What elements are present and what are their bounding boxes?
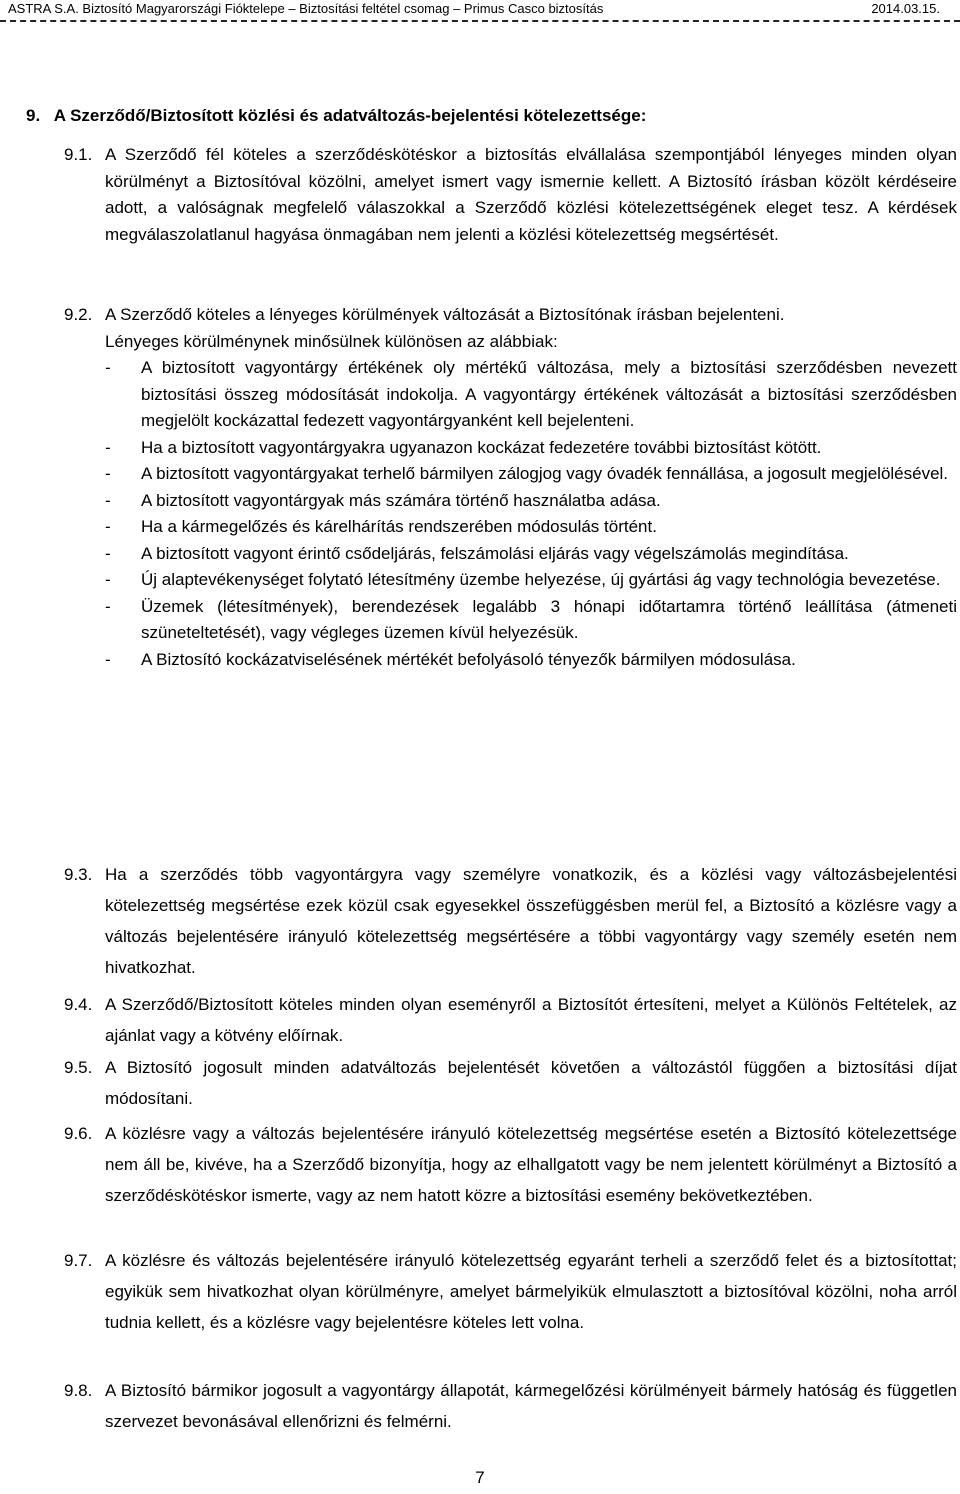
list-item: - Üzemek (létesítmények), berendezések legalább 3 hónapi időtartamra történő leállítása (átmeneti szüneteltetését), vagy végleges üzemen kívül helyezésük. <box>105 596 957 642</box>
clause-9-8 <box>64 1375 957 1437</box>
clause-9-5 <box>64 1052 957 1114</box>
clause-text: A közlésre vagy a változás bejelentésére irányuló kötelezettség megsértése esetén a Biztosító kötelezettsége nem áll be, kivéve, ha a Szerződő bizonyítja, hogy az elhallgatott vagy be nem jelentett körülményt a Biztosító a szerződéskötéskor ismerte, vagy az nem hatott közre a biztosítási esemény bekövetkeztében. <box>105 1124 957 1205</box>
clause-intro: Lényeges körülménynek minősülnek különösen az alábbiak: <box>105 331 558 351</box>
clause-text: Ha a szerződés több vagyontárgyra vagy személyre vonatkozik, és a közlési vagy változásbejelentési kötelezettség megsértése ezek közül csak egyesekkel összefüggésben merül fel, a Biztosító a közlésre vagy a változás bejelentésére irányuló kötelezettség megsértésére a többi vagyontárgy vagy személy esetén nem hivatkozhat. <box>105 865 957 977</box>
clause-9-4 <box>64 989 957 1051</box>
clause-number: 9.4. <box>64 995 93 1014</box>
header-date: 2014.03.15. <box>871 1 940 16</box>
clause-number: 9.3. <box>64 865 93 884</box>
clause-9-7 <box>64 1245 957 1338</box>
clause-number: 9.7. <box>64 1251 93 1270</box>
clause-text: A közlésre és változás bejelentésére irányuló kötelezettség egyaránt terheli a szerződő felet és a biztosítottat; egyikük sem hivatkozhat olyan körülményre, amelyet bármelyikük elmulasztott a biztosítóval közölni, noha arról tudnia kellett, és a közlésre vagy bejelentésre köteles lett volna. <box>105 1251 957 1332</box>
clause-text: A Szerződő/Biztosított köteles minden olyan eseményről a Biztosítót értesíteni, melyet a Különös Feltételek, az ajánlat vagy a kötvény előírnak. <box>105 995 957 1045</box>
list-item: - A biztosított vagyontárgyak más számára történő használatba adása. <box>105 490 661 510</box>
running-header <box>8 0 940 18</box>
clause-text: A Szerződő köteles a lényeges körülmények változását a Biztosítónak írásban bejelenteni. <box>105 305 785 324</box>
list-item: - A biztosított vagyontárgy értékének oly mértékű változása, mely a biztosítási szerződésben nevezett biztosítási összeg módosítását indokolja. A vagyontárgy értékének változását a biztosítási szerződésben megjelölt kockázattal fedezett vagyontárgyanként kell bejelenteni. <box>105 358 957 430</box>
list-item: - Ha a biztosított vagyontárgyakra ugyanazon kockázat fedezetére további biztosítást kötött. <box>105 437 822 457</box>
clause-text: A Biztosító jogosult minden adatváltozás bejelentését követően a változástól függően a biztosítási díjat módosítani. <box>105 1058 957 1108</box>
clause-number: 9.5. <box>64 1058 93 1077</box>
list-item: - A biztosított vagyontárgyakat terhelő bármilyen zálogjog vagy óvadék fennállása, a jogosult megjelölésével. <box>105 464 949 483</box>
clause-number: 9.6. <box>64 1124 93 1143</box>
clause-9-1 <box>64 142 957 248</box>
header-title: ASTRA S.A. Biztosító Magyarországi Fióktelepe – Biztosítási feltétel csomag – Primus Casco biztosítás <box>8 1 604 16</box>
clause-text: A Szerződő fél köteles a szerződéskötéskor a biztosítás elvállalása szempontjából lényeges minden olyan körülményt a Biztosítóval közölni, amelyet ismert vagy ismernie kellett. A Biztosító írásban közölt kérdéseire adott, a valóságnak megfelelő válaszokkal a Szerződő közlési kötelezettségének eleget tesz. A kérdések megválaszolatlanul hagyása önmagában nem jelenti a közlési kötelezettség megsértését. <box>105 145 957 244</box>
section-title: 9. A Szerződő/Biztosított közlési és adatváltozás-bejelentési kötelezettsége: <box>26 106 647 125</box>
clause-number: 9.1. <box>64 145 93 164</box>
clause-9-2 <box>64 302 957 673</box>
clause-9-6 <box>64 1118 957 1211</box>
list-item: - A biztosított vagyont érintő csődeljárás, felszámolási eljárás vagy végelszámolás megindítása. <box>105 543 849 563</box>
clause-number: 9.2. <box>64 305 93 324</box>
list-item: - Új alaptevékenységet folytató létesítmény üzembe helyezése, új gyártási ág vagy technológia bevezetése. <box>105 570 941 589</box>
clause-number: 9.8. <box>64 1381 93 1400</box>
header-divider <box>0 20 960 22</box>
list-item: - Ha a kármegelőzés és kárelhárítás rendszerében módosulás történt. <box>105 517 657 536</box>
clause-9-3 <box>64 859 957 983</box>
page-number: 7 <box>475 1468 485 1487</box>
clause-text: A Biztosító bármikor jogosult a vagyontárgy állapotát, kármegelőzési körülményeit bármely hatóság és független szervezet bevonásával ellenőrizni és felmérni. <box>105 1381 957 1431</box>
list-item: - A Biztosító kockázatviselésének mértékét befolyásoló tényezők bármilyen módosulása. <box>105 649 796 669</box>
